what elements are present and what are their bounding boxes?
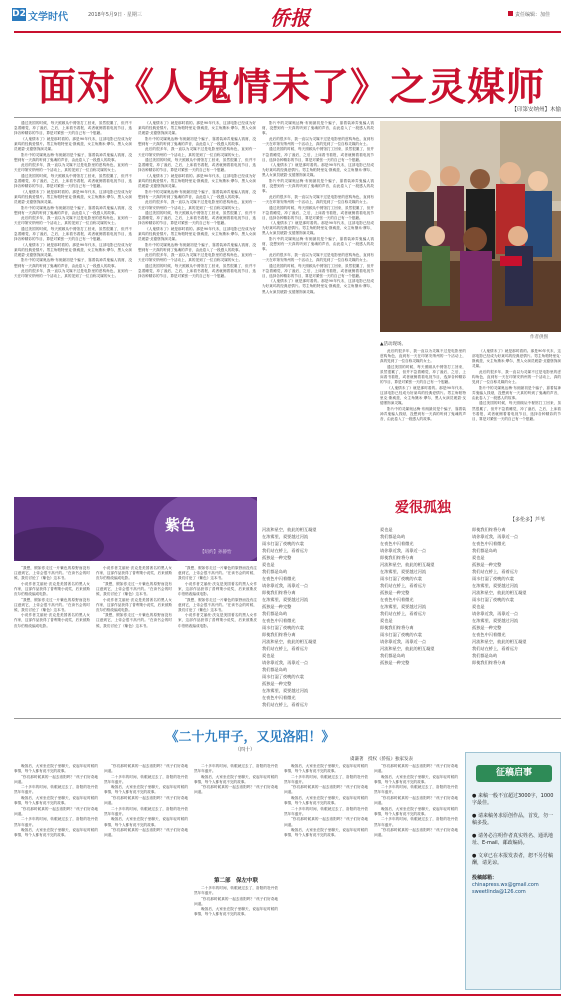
article-column: “我想，假如你走过一片紫色的原野而没有注意到它，上帝会很不高兴的。”在读书会的时候，我们讨论了《紫色》这本书。 小说作者艾丽丝·沃克是美国著名的黑人女作家，这部作品获得了普利策小说奖，后来被斯皮尔伯格改编成电影。 “我想，假如你走过一片紫色的原野而没有注意到它，上帝会很不高兴的。”在读书会的时候，我们讨论了《紫色》这本书。 小说作者艾丽丝·沃克是美国著名的黑人女作家，这部作品获得了普利策小说奖，后来被斯皮尔伯格改编成电影。: [14, 566, 90, 628]
notice-title: 征稿启事: [476, 765, 552, 782]
poem-column: 河流和星空，彼此的相互凝望 在浓雾里，爱要越过河流 雨水打湿了夜晚的衣裳 我们站在桥上，看着远方 孤独是一种完整 爱也是 我们都是岛屿 在夜色中闪着微光 请你靠近我，再靠近一点 即使我们终将分离 在浓雾里，爱要越过河流 孤独是一种完整 我们都是岛屿 在夜色中闪着微光 雨水打湿了夜晚的衣裳 即使我们终将分离 河流和星空，彼此的相互凝望 我们站在桥上，看着远方 爱也是 请你靠近我，再靠近一点 我们都是岛屿 雨水打湿了夜晚的衣裳 孤独是一种完整 在浓雾里，爱要越过河流 在夜色中闪着微光 我们站在桥上，看着远方: [262, 527, 317, 707]
chapter-subhead: 第二部 保左中联: [213, 878, 258, 884]
editor-credit: 责任编辑：加佳: [508, 11, 550, 18]
article-column: “你们那时候真的一起去洛阳吗？”孩子们好奇地问道。 晚饭后，大家坐在院子里聊天，说起年轻时候的事情，每个人都有说不完的故事。 二十多年的时间，转眼就过去了，洛阳的牡丹依然年年盛开。 “你们那时候真的一起去洛阳吗？”孩子们好奇地问道。 晚饭后，大家坐在院子里聊天，说起年轻时候的事情，每个人都有说不完的故事。 二十多年的时间，转眼就过去了，洛阳的牡丹依然年年盛开。 “你们那时候真的一起去洛阳吗？”孩子们好奇地问道。: [374, 764, 458, 838]
serial-installment: （四十）: [235, 747, 256, 753]
poem-column: 爱也是 我们都是岛屿 在夜色中闪着微光 请你靠近我，再靠近一点 即使我们终将分离 河流和星空，彼此的相互凝望 在浓雾里，爱要越过河流 雨水打湿了夜晚的衣裳 我们站在桥上，看着远方 孤独是一种完整 在夜色中闪着微光 在浓雾里，爱要越过河流 我们站在桥上，看着远方 爱也是 即使我们终将分离 雨水打湿了夜晚的衣裳 请你靠近我，再靠近一点 河流和星空，彼此的相互凝望 我们都是岛屿 孤独是一种完整: [380, 527, 435, 665]
serial-byline: 虞谦著 授权《侨报》独家发表: [350, 757, 413, 762]
article-byline: 【印第安纳州】木愉: [511, 107, 561, 113]
article-column: 影片中的灵媒奥达梅·布朗最初是个骗子，靠着装神弄鬼骗人钱财，没想到有一天真的听到了鬼魂的声音，由此卷入了一段感人的故事。 此后的很多年，我一直以为灵媒不过是电影里的虚构角色，直到有一天在印第安纳州的一个活动上，真的见到了一位自称灵媒的女士。 通过美国的时候，每天照顾从中餐馆打工回来，虽然很累了，但并不急着睡觉，冲了澡后，之后，上床看书看报，或者就侧着看电视节目，选择各种精彩的节目，算是对紧张一天的自己有一个慰藉。 《人鬼情未了》就是那时看的。那是90年代末，这部电影已经成为好莱坞的经典爱情片。男主角帕特里克·斯威兹，女主角黛米·摩尔，黑人女演员琥碧·戈德堡饰演灵媒。 影片中的灵媒奥达梅·布朗最初是个骗子，靠着装神弄鬼骗人钱财，没想到有一天真的听到了鬼魂的声音，由此卷入了一段感人的故事。 此后的很多年，我一直以为灵媒不过是电影里的虚构角色，直到有一天在印第安纳州的一个活动上，真的见到了一位自称灵媒的女士。 通过美国的时候，每天照顾从中餐馆打工回来，虽然很累了，但并不急着睡觉，冲了澡后，之后，上床看书看报，或者就侧着看电视节目，选择各种精彩的节目，算是对紧张一天的自己有一个慰藉。 《人鬼情未了》就是那时看的。那是90年代末，这部电影已经成为好莱坞的经典爱情片。男主角帕特里克·斯威兹，女主角黛米·摩尔，黑人女演员琥碧·戈德堡饰演灵媒。 影片中的灵媒奥达梅·布朗最初是个骗子，靠着装神弄鬼骗人钱财，没想到有一天真的听到了鬼魂的声音，由此卷入了一段感人的故事。 此后的很多年，我一直以为灵媒不过是电影里的虚构角色，直到有一天在印第安纳州的一个活动上，真的见到了一位自称灵媒的女士。 通过美国的时候，每天照顾从中餐馆打工回来，虽然很累了，但并不急着睡觉，冲了澡后，之后，上床看书看报，或者就侧着看电视节目，选择各种精彩的节目，算是对紧张一天的自己有一个慰藉。 《人鬼情未了》就是那时看的。那是90年代末，这部电影已经成为好莱坞的经典爱情片。男主角帕特里克·斯威兹，女主角黛米·摩尔，黑人女演员琥碧·戈德堡饰演灵媒。: [262, 121, 374, 294]
section-name: 文学时代: [28, 12, 68, 23]
article-title: 面对《人鬼情未了》之灵媒师: [38, 64, 546, 109]
submission-notice: [465, 752, 561, 990]
poem-title: 爱很孤独: [395, 500, 451, 516]
poem-byline: 【多伦多】芦苇: [510, 517, 546, 523]
photo-credit: 作者供图: [530, 335, 548, 340]
notice-items: ● 来稿一般不宜超过3000字，1000字最佳。 ● 请来稿务求原创作品，首发，勿一稿多投。 ● 请务必注明作者真实姓名、通讯地址、E-mail、邮政编码。 ● 文章已在本报发表者，恕不另付稿酬，请见谅。 投稿邮箱： chinapress.wx@gmail.com sweetlinda@126.com: [472, 793, 556, 896]
email-link[interactable]: chinapress.wx@gmail.com: [472, 882, 539, 888]
event-photo: [380, 121, 561, 332]
newspaper-logo: 侨报: [270, 6, 310, 30]
page-header: [0, 0, 575, 34]
article-column: 二十多年的时间，转眼就过去了，洛阳的牡丹依然年年盛开。 晚饭后，大家坐在院子里聊天，说起年轻时候的事情，每个人都有说不完的故事。 “你们那时候真的一起去洛阳吗？”孩子们好奇地问道。: [194, 764, 278, 795]
article-column: 晚饭后，大家坐在院子里聊天，说起年轻时候的事情，每个人都有说不完的故事。 “你们那时候真的一起去洛阳吗？”孩子们好奇地问道。 二十多年的时间，转眼就过去了，洛阳的牡丹依然年年盛开。 晚饭后，大家坐在院子里聊天，说起年轻时候的事情，每个人都有说不完的故事。 “你们那时候真的一起去洛阳吗？”孩子们好奇地问道。 二十多年的时间，转眼就过去了，洛阳的牡丹依然年年盛开。 晚饭后，大家坐在院子里聊天，说起年轻时候的事情，每个人都有说不完的故事。: [14, 764, 98, 838]
email-link[interactable]: sweetlinda@126.com: [472, 889, 526, 895]
article-column: 二十多年的时间，转眼就过去了，洛阳的牡丹依然年年盛开。 “你们那时候真的一起去洛阳吗？”孩子们好奇地问道。 晚饭后，大家坐在院子里聊天，说起年轻时候的事情，每个人都有说不完的故事。: [194, 886, 278, 917]
article-column: 小说作者艾丽丝·沃克是美国著名的黑人女作家，这部作品获得了普利策小说奖，后来被斯皮尔伯格改编成电影。 “我想，假如你走过一片紫色的原野而没有注意到它，上帝会很不高兴的。”在读书会的时候，我们讨论了《紫色》这本书。 小说作者艾丽丝·沃克是美国著名的黑人女作家，这部作品获得了普利策小说奖，后来被斯皮尔伯格改编成电影。 “我想，假如你走过一片紫色的原野而没有注意到它，上帝会很不高兴的。”在读书会的时候，我们讨论了《紫色》这本书。: [96, 566, 172, 628]
article-column: “你们那时候真的一起去洛阳吗？”孩子们好奇地问道。 二十多年的时间，转眼就过去了，洛阳的牡丹依然年年盛开。 晚饭后，大家坐在院子里聊天，说起年轻时候的事情，每个人都有说不完的故事。 “你们那时候真的一起去洛阳吗？”孩子们好奇地问道。 二十多年的时间，转眼就过去了，洛阳的牡丹依然年年盛开。 晚饭后，大家坐在院子里聊天，说起年轻时候的事情，每个人都有说不完的故事。 “你们那时候真的一起去洛阳吗？”孩子们好奇地问道。: [104, 764, 188, 838]
article-column: 此后的很多年，我一直以为灵媒不过是电影里的虚构角色，直到有一天在印第安纳州的一个活动上，真的见到了一位自称灵媒的女士。 通过美国的时候，每天照顾从中餐馆打工回来，虽然很累了，但并不急着睡觉，冲了澡后，之后，上床看书看报，或者就侧着看电视节目，选择各种精彩的节目，算是对紧张一天的自己有一个慰藉。 《人鬼情未了》就是那时看的。那是90年代末，这部电影已经成为好莱坞的经典爱情片。男主角帕特里克·斯威兹，女主角黛米·摩尔，黑人女演员琥碧·戈德堡饰演灵媒。 影片中的灵媒奥达梅·布朗最初是个骗子，靠着装神弄鬼骗人钱财，没想到有一天真的听到了鬼魂的声音，由此卷入了一段感人的故事。: [380, 349, 466, 421]
photo-caption: ▲活动现场。: [380, 342, 406, 347]
article-title: 紫色: [165, 516, 196, 534]
article-column: 晚饭后，大家坐在院子里聊天，说起年轻时候的事情，每个人都有说不完的故事。 二十多年的时间，转眼就过去了，洛阳的牡丹依然年年盛开。 “你们那时候真的一起去洛阳吗？”孩子们好奇地问道。 晚饭后，大家坐在院子里聊天，说起年轻时候的事情，每个人都有说不完的故事。 二十多年的时间，转眼就过去了，洛阳的牡丹依然年年盛开。 “你们那时候真的一起去洛阳吗？”孩子们好奇地问道。 晚饭后，大家坐在院子里聊天，说起年轻时候的事情，每个人都有说不完的故事。: [284, 764, 368, 838]
page-number: D2: [12, 9, 26, 19]
article-byline: 【纽约】孙静怡: [200, 550, 232, 555]
article-column: 《人鬼情未了》就是那时看的。那是90年代末，这部电影已经成为好莱坞的经典爱情片。男主角帕特里克·斯威兹，女主角黛米·摩尔，黑人女演员琥碧·戈德堡饰演灵媒。 此后的很多年，我一直以为灵媒不过是电影里的虚构角色，直到有一天在印第安纳州的一个活动上，真的见到了一位自称灵媒的女士。 影片中的灵媒奥达梅·布朗最初是个骗子，靠着装神弄鬼骗人钱财，没想到有一天真的听到了鬼魂的声音，由此卷入了一段感人的故事。 通过美国的时候，每天照顾从中餐馆打工回来，虽然很累了，但并不急着睡觉，冲了澡后，之后，上床看书看报，或者就侧着看电视节目，选择各种精彩的节目，算是对紧张一天的自己有一个慰藉。: [472, 349, 561, 421]
issue-date: 2018年5月9日 · 星期三: [88, 12, 142, 18]
poem-column: 即使我们终将分离 请你靠近我，再靠近一点 在夜色中闪着微光 我们都是岛屿 爱也是 孤独是一种完整 我们站在桥上，看着远方 雨水打湿了夜晚的衣裳 在浓雾里，爱要越过河流 河流和星空，彼此的相互凝望 雨水打湿了夜晚的衣裳 爱也是 请你靠近我，再靠近一点 在浓雾里，爱要越过河流 孤独是一种完整 在夜色中闪着微光 河流和星空，彼此的相互凝望 我们站在桥上，看着远方 我们都是岛屿 即使我们终将分离: [472, 527, 527, 665]
email-label: 投稿邮箱：: [472, 875, 498, 881]
article-column: 《人鬼情未了》就是那时看的。那是90年代末，这部电影已经成为好莱坞的经典爱情片。男主角帕特里克·斯威兹，女主角黛米·摩尔，黑人女演员琥碧·戈德堡饰演灵媒。 影片中的灵媒奥达梅·布朗最初是个骗子，靠着装神弄鬼骗人钱财，没想到有一天真的听到了鬼魂的声音，由此卷入了一段感人的故事。 此后的很多年，我一直以为灵媒不过是电影里的虚构角色，直到有一天在印第安纳州的一个活动上，真的见到了一位自称灵媒的女士。 通过美国的时候，每天照顾从中餐馆打工回来，虽然很累了，但并不急着睡觉，冲了澡后，之后，上床看书看报，或者就侧着看电视节目，选择各种精彩的节目，算是对紧张一天的自己有一个慰藉。 《人鬼情未了》就是那时看的。那是90年代末，这部电影已经成为好莱坞的经典爱情片。男主角帕特里克·斯威兹，女主角黛米·摩尔，黑人女演员琥碧·戈德堡饰演灵媒。 影片中的灵媒奥达梅·布朗最初是个骗子，靠着装神弄鬼骗人钱财，没想到有一天真的听到了鬼魂的声音，由此卷入了一段感人的故事。 此后的很多年，我一直以为灵媒不过是电影里的虚构角色，直到有一天在印第安纳州的一个活动上，真的见到了一位自称灵媒的女士。 通过美国的时候，每天照顾从中餐馆打工回来，虽然很累了，但并不急着睡觉，冲了澡后，之后，上床看书看报，或者就侧着看电视节目，选择各种精彩的节目，算是对紧张一天的自己有一个慰藉。 《人鬼情未了》就是那时看的。那是90年代末，这部电影已经成为好莱坞的经典爱情片。男主角帕特里克·斯威兹，女主角黛米·摩尔，黑人女演员琥碧·戈德堡饰演灵媒。 影片中的灵媒奥达梅·布朗最初是个骗子，靠着装神弄鬼骗人钱财，没想到有一天真的听到了鬼魂的声音，由此卷入了一段感人的故事。 此后的很多年，我一直以为灵媒不过是电影里的虚构角色，直到有一天在印第安纳州的一个活动上，真的见到了一位自称灵媒的女士。 通过美国的时候，每天照顾从中餐馆打工回来，虽然很累了，但并不急着睡觉，冲了澡后，之后，上床看书看报，或者就侧着看电视节目，选择各种精彩的节目，算是对紧张一天的自己有一个慰藉。: [138, 121, 256, 279]
serial-title: 《二十九甲子，又见洛阳！》: [165, 730, 335, 745]
article-column: 通过美国的时候，每天照顾从中餐馆打工回来，虽然很累了，但并不急着睡觉，冲了澡后，之后，上床看书看报，或者就侧着看电视节目，选择各种精彩的节目，算是对紧张一天的自己有一个慰藉。 《人鬼情未了》就是那时看的。那是90年代末，这部电影已经成为好莱坞的经典爱情片。男主角帕特里克·斯威兹，女主角黛米·摩尔，黑人女演员琥碧·戈德堡饰演灵媒。 影片中的灵媒奥达梅·布朗最初是个骗子，靠着装神弄鬼骗人钱财，没想到有一天真的听到了鬼魂的声音，由此卷入了一段感人的故事。 此后的很多年，我一直以为灵媒不过是电影里的虚构角色，直到有一天在印第安纳州的一个活动上，真的见到了一位自称灵媒的女士。 通过美国的时候，每天照顾从中餐馆打工回来，虽然很累了，但并不急着睡觉，冲了澡后，之后，上床看书看报，或者就侧着看电视节目，选择各种精彩的节目，算是对紧张一天的自己有一个慰藉。 《人鬼情未了》就是那时看的。那是90年代末，这部电影已经成为好莱坞的经典爱情片。男主角帕特里克·斯威兹，女主角黛米·摩尔，黑人女演员琥碧·戈德堡饰演灵媒。 影片中的灵媒奥达梅·布朗最初是个骗子，靠着装神弄鬼骗人钱财，没想到有一天真的听到了鬼魂的声音，由此卷入了一段感人的故事。 此后的很多年，我一直以为灵媒不过是电影里的虚构角色，直到有一天在印第安纳州的一个活动上，真的见到了一位自称灵媒的女士。 通过美国的时候，每天照顾从中餐馆打工回来，虽然很累了，但并不急着睡觉，冲了澡后，之后，上床看书看报，或者就侧着看电视节目，选择各种精彩的节目，算是对紧张一天的自己有一个慰藉。 《人鬼情未了》就是那时看的。那是90年代末，这部电影已经成为好莱坞的经典爱情片。男主角帕特里克·斯威兹，女主角黛米·摩尔，黑人女演员琥碧·戈德堡饰演灵媒。 影片中的灵媒奥达梅·布朗最初是个骗子，靠着装神弄鬼骗人钱财，没想到有一天真的听到了鬼魂的声音，由此卷入了一段感人的故事。 此后的很多年，我一直以为灵媒不过是电影里的虚构角色，直到有一天在印第安纳州的一个活动上，真的见到了一位自称灵媒的女士。: [14, 121, 132, 279]
article-column: “我想，假如你走过一片紫色的原野而没有注意到它，上帝会很不高兴的。”在读书会的时候，我们讨论了《紫色》这本书。 小说作者艾丽丝·沃克是美国著名的黑人女作家，这部作品获得了普利策小说奖，后来被斯皮尔伯格改编成电影。 “我想，假如你走过一片紫色的原野而没有注意到它，上帝会很不高兴的。”在读书会的时候，我们讨论了《紫色》这本书。 小说作者艾丽丝·沃克是美国著名的黑人女作家，这部作品获得了普利策小说奖，后来被斯皮尔伯格改编成电影。: [178, 566, 257, 628]
